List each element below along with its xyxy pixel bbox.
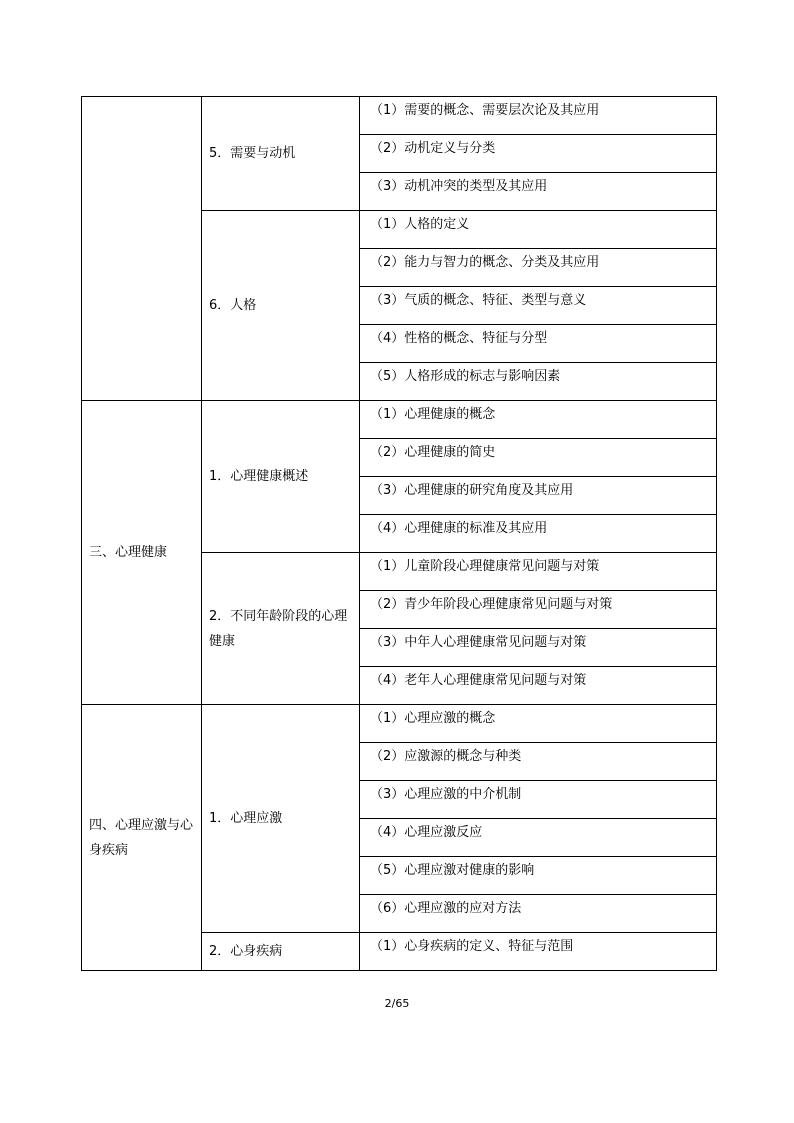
item-text: （5）人格形成的标志与影响因素	[370, 369, 561, 384]
item-text: （3）动机冲突的类型及其应用	[370, 179, 548, 194]
item-cell	[360, 363, 717, 401]
item-cell	[360, 629, 717, 667]
item-cell	[360, 135, 717, 173]
item-text: （4）心理健康的标准及其应用	[370, 521, 548, 536]
item-cell	[360, 933, 717, 971]
topic-cell: 2．不同年龄阶段的心理健康	[202, 553, 360, 705]
item-cell	[360, 439, 717, 477]
section-cell	[82, 97, 202, 401]
item-cell	[360, 781, 717, 819]
item-text: （1）心理应激的概念	[370, 711, 496, 726]
section-cell: 三、心理健康	[82, 401, 202, 705]
item-cell	[360, 515, 717, 553]
item-text: （3）气质的概念、特征、类型与意义	[370, 293, 587, 308]
item-cell	[360, 819, 717, 857]
item-text: （4）老年人心理健康常见问题与对策	[370, 673, 587, 688]
item-text: （1）心身疾病的定义、特征与范围	[370, 939, 574, 954]
item-text: （1）人格的定义	[370, 217, 470, 232]
topic-cell: 5．需要与动机	[202, 97, 360, 211]
item-cell	[360, 211, 717, 249]
item-cell	[360, 667, 717, 705]
item-cell	[360, 477, 717, 515]
item-text: （5）心理应激对健康的影响	[370, 863, 535, 878]
item-text: （4）性格的概念、特征与分型	[370, 331, 548, 346]
topic-cell: 1．心理应激	[202, 705, 360, 933]
item-text: （2）能力与智力的概念、分类及其应用	[370, 255, 600, 270]
syllabus-table	[81, 96, 717, 971]
item-cell	[360, 743, 717, 781]
table-row	[82, 705, 717, 743]
item-cell	[360, 287, 717, 325]
item-text: （1）心理健康的概念	[370, 407, 496, 422]
item-text: （1）需要的概念、需要层次论及其应用	[370, 103, 600, 118]
item-text: （2）心理健康的简史	[370, 445, 496, 460]
item-cell	[360, 895, 717, 933]
topic-cell: 2．心身疾病	[202, 933, 360, 971]
item-text: （2）青少年阶段心理健康常见问题与对策	[370, 597, 613, 612]
item-text: （1）儿童阶段心理健康常见问题与对策	[370, 559, 600, 574]
item-cell	[360, 401, 717, 439]
page-number: 2/65	[384, 997, 410, 1010]
item-text: （2）动机定义与分类	[370, 141, 496, 156]
table-row	[82, 97, 717, 135]
item-cell	[360, 97, 717, 135]
item-cell	[360, 325, 717, 363]
item-cell	[360, 857, 717, 895]
topic-cell: 1．心理健康概述	[202, 401, 360, 553]
item-text: （6）心理应激的应对方法	[370, 901, 522, 916]
item-text: （4）心理应激反应	[370, 825, 483, 840]
item-cell	[360, 705, 717, 743]
item-text: （2）应激源的概念与种类	[370, 749, 522, 764]
item-text: （3）中年人心理健康常见问题与对策	[370, 635, 587, 650]
table-row	[82, 401, 717, 439]
section-cell: 四、心理应激与心身疾病	[82, 705, 202, 971]
item-cell	[360, 249, 717, 287]
item-cell	[360, 553, 717, 591]
item-cell	[360, 173, 717, 211]
item-cell	[360, 591, 717, 629]
topic-cell: 6．人格	[202, 211, 360, 401]
item-text: （3）心理健康的研究角度及其应用	[370, 483, 574, 498]
item-text: （3）心理应激的中介机制	[370, 787, 522, 802]
